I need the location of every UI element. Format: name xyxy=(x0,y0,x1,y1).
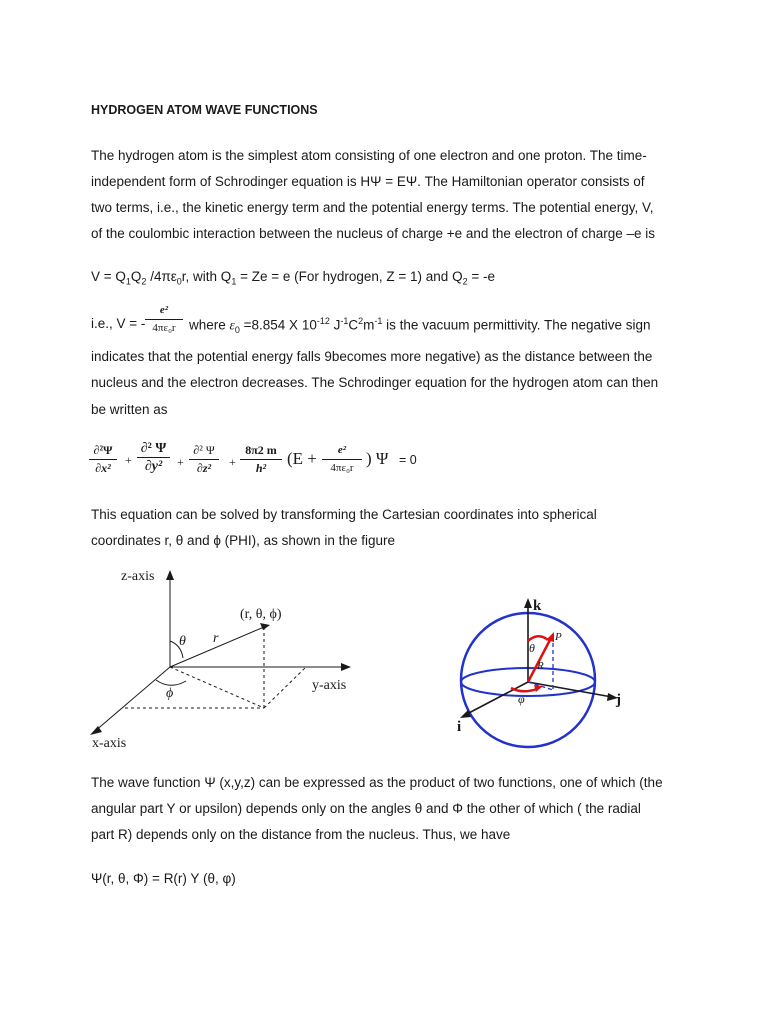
text-line: The wave function Ψ (x,y,z) can be expressed as the product of two functions, one of which (the xyxy=(91,775,663,790)
R-label: R xyxy=(537,660,544,672)
coulomb-fraction: e² 4πε₀r xyxy=(145,303,183,336)
r-label: r xyxy=(213,631,219,646)
phi-label-sphere: φ xyxy=(518,692,525,706)
text-line: be written as xyxy=(91,402,168,417)
text-line: part R) depends only on the distance from the nucleus. Thus, we have xyxy=(91,827,511,842)
permittivity-text: where $\varepsilon_0 =8.854$ X $10^{-12}$ $J^{-1}C^2m^{-1}$ is the vacuum permittivity. The negative sign xyxy=(189,316,651,336)
P-label: P xyxy=(555,631,562,643)
potential-fraction: e² 4πε₀r xyxy=(322,443,362,476)
text-line: indicates that the potential energy falls 9becomes more negative) as the distance between the xyxy=(91,349,653,364)
d2-dy2-fraction: ∂² Ψ ∂y² xyxy=(137,441,170,474)
text-line: angular part Y or upsilon) depends only on the angles θ and Φ the other of which ( the radial xyxy=(91,801,641,816)
y-axis-label: y-axis xyxy=(312,678,347,693)
kinetic-coefficient-fraction: 8π2 m h² xyxy=(240,443,282,476)
document-title: HYDROGEN ATOM WAVE FUNCTIONS xyxy=(91,103,318,117)
text-line: independent form of Schrodinger equation is HΨ = EΨ. The Hamiltonian operator consists of xyxy=(91,174,645,189)
potential-energy-line: $V = Q_1Q_2$ $/4\pi\varepsilon_0r$, with $Q_1 = Ze = e$ (For hydrogen, Z = 1) and $Q_2 = -e$ xyxy=(91,269,495,287)
text-line: The hydrogen atom is the simplest atom consisting of one electron and one proton. The time- xyxy=(91,148,647,163)
theta-label: θ xyxy=(179,634,186,649)
text-line: nucleus and the electron decreases. The Schrodinger equation for the hydrogen atom can then xyxy=(91,375,659,390)
text-line: This equation can be solved by transforming the Cartesian coordinates into spherical xyxy=(91,507,597,522)
text-line: of the coulombic interaction between the nucleus of charge +e and the electron of charge –e is xyxy=(91,226,655,241)
k-arrowhead xyxy=(524,598,532,608)
point-label: (r, θ, ϕ) xyxy=(240,607,282,622)
text-line: two terms, i.e., the kinetic energy term and the potential energy terms. The potential energy, V, xyxy=(91,200,654,215)
phi-label: ϕ xyxy=(166,686,174,701)
d2-dz2-fraction: ∂² Ψ ∂z² xyxy=(189,443,219,476)
j-label: j xyxy=(616,692,621,708)
i-label: i xyxy=(457,719,462,735)
text-line: coordinates r, θ and ϕ (PHI), as shown in the figure xyxy=(91,533,395,548)
k-label: k xyxy=(533,598,542,614)
theta-label-sphere: θ xyxy=(529,641,535,655)
z-axis-label: z-axis xyxy=(121,569,155,584)
d2-dx2-fraction: ∂²Ψ ∂x² xyxy=(89,443,117,476)
x-axis-label: x-axis xyxy=(92,736,127,751)
wave-function-equation: Ψ(r, θ, Φ) = R(r) Y (θ, φ) xyxy=(91,871,236,886)
